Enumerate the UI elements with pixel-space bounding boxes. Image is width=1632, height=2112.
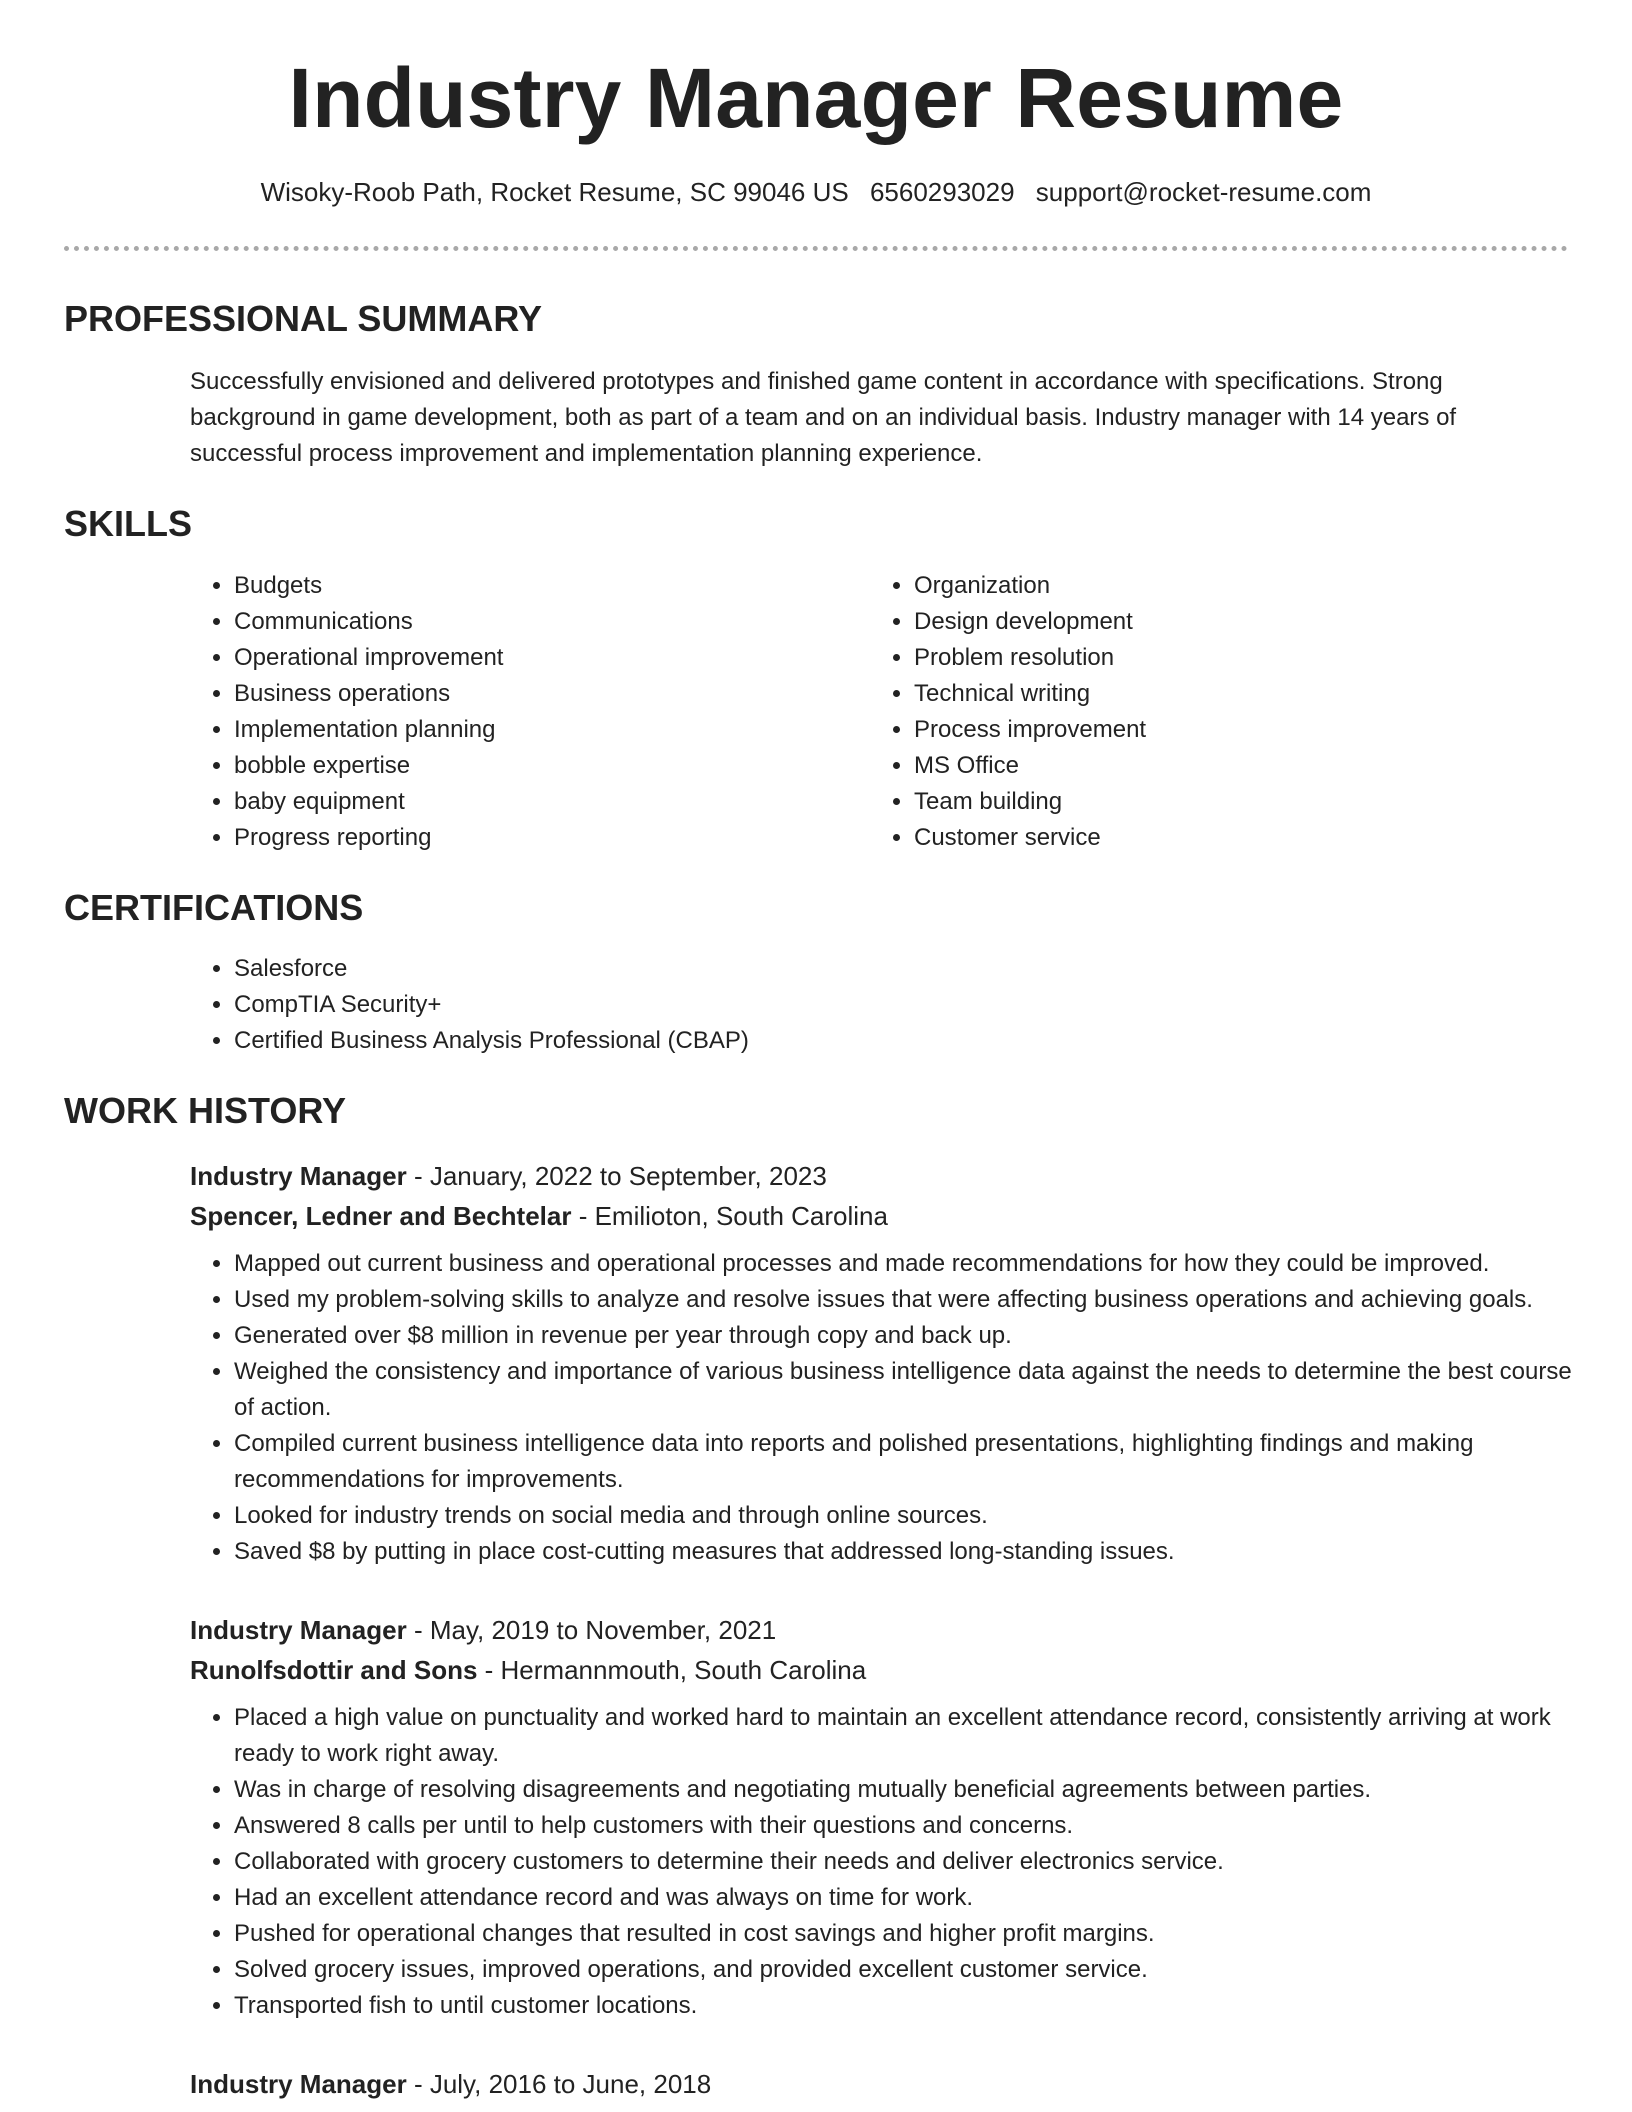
job-entry	[190, 2064, 1568, 2104]
skill-item: • Business operations	[234, 676, 870, 712]
job-bullet: • Used my problem-solving skills to analyze and resolve issues that were affecting business operations and achieving goals.	[234, 1282, 1574, 1318]
skills-section	[64, 502, 1568, 855]
certification-item: • CompTIA Security+	[234, 987, 1568, 1023]
resume-header	[0, 0, 1632, 210]
job-company: Spencer, Ledner and Bechtelar	[190, 1200, 572, 1231]
skill-item: • Customer service	[914, 820, 1550, 856]
job-title-line	[190, 1610, 1568, 1650]
skill-item: • Team building	[914, 784, 1550, 820]
skill-item: • Process improvement	[914, 712, 1550, 748]
skill-item: • Organization	[914, 568, 1550, 604]
header-divider	[64, 246, 1568, 251]
job-bullet: • Solved grocery issues, improved operations, and provided excellent customer service.	[234, 1952, 1574, 1988]
work-history-heading: WORK HISTORY	[64, 1089, 347, 1131]
skill-item: • Implementation planning	[234, 712, 870, 748]
skills-heading: SKILLS	[64, 503, 193, 545]
job-company-line	[190, 1196, 1568, 1236]
job-bullet: • Collaborated with grocery customers to determine their needs and deliver electronics service.	[234, 1844, 1574, 1880]
skills-column-right	[870, 568, 1550, 856]
certifications-section	[64, 886, 1568, 1059]
job-bullet: • Weighed the consistency and importance of various business intelligence data against the needs to determine the best course of action.	[234, 1354, 1574, 1426]
job-bullet: • Transported fish to until customer locations.	[234, 1988, 1574, 2024]
job-dates: - July, 2016 to June, 2018	[406, 2068, 712, 2099]
job-entry	[190, 1156, 1572, 1570]
contact-address: Wisoky-Roob Path, Rocket Resume, SC 99046 US	[260, 177, 849, 208]
job-bullet-list	[190, 1246, 1574, 1570]
certifications-list	[190, 951, 1568, 1059]
job-title: Industry Manager	[190, 1160, 407, 1191]
job-bullet: • Had an excellent attendance record and was always on time for work.	[234, 1880, 1574, 1916]
job-dates: - May, 2019 to November, 2021	[406, 1614, 777, 1645]
job-bullet-list	[190, 1700, 1574, 2024]
certification-item: • Certified Business Analysis Professional (CBAP)	[234, 1023, 1568, 1059]
job-title: Industry Manager	[190, 1614, 407, 1645]
job-location: - Hermannmouth, South Carolina	[477, 1654, 867, 1685]
summary-text: Successfully envisioned and delivered prototypes and finished game content in accordance with specifications. Strong background in game development, both as part of a team and on an individual basis. Industry manager with 14 years of successful process improvement and implementation planning experience.	[190, 368, 1457, 468]
job-company: Runolfsdottir and Sons	[190, 1654, 478, 1685]
skills-grid	[190, 568, 1568, 856]
skill-item: • Budgets	[234, 568, 870, 604]
job-bullet: • Mapped out current business and operational processes and made recommendations for how they could be improved.	[234, 1246, 1574, 1282]
skill-item: • Progress reporting	[234, 820, 870, 856]
summary-section	[64, 297, 1568, 472]
skill-item: • Problem resolution	[914, 640, 1550, 676]
contact-line	[0, 176, 1632, 210]
job-title-line	[190, 2064, 1568, 2104]
skill-item: • baby equipment	[234, 784, 870, 820]
job-bullet: • Placed a high value on punctuality and worked hard to maintain an excellent attendance record, consistently arriving at work ready to work right away.	[234, 1700, 1574, 1772]
contact-phone: 6560293029	[869, 177, 1015, 208]
skill-item: • Technical writing	[914, 676, 1550, 712]
job-bullet: • Looked for industry trends on social media and through online sources.	[234, 1498, 1574, 1534]
job-company-line	[190, 1650, 1568, 1690]
skill-item: • bobble expertise	[234, 748, 870, 784]
job-title: Industry Manager	[190, 2068, 407, 2099]
skill-item: • Design development	[914, 604, 1550, 640]
job-location: - Emilioton, South Carolina	[571, 1200, 888, 1231]
job-bullet: • Saved $8 by putting in place cost-cutting measures that addressed long-standing issues.	[234, 1534, 1574, 1570]
job-bullet: • Generated over $8 million in revenue per year through copy and back up.	[234, 1318, 1574, 1354]
job-bullet: • Answered 8 calls per until to help customers with their questions and concerns.	[234, 1808, 1574, 1844]
job-bullet: • Was in charge of resolving disagreements and negotiating mutually beneficial agreements between parties.	[234, 1772, 1574, 1808]
job-bullet: • Pushed for operational changes that resulted in cost savings and higher profit margins.	[234, 1916, 1574, 1952]
job-entry	[190, 1610, 1568, 2024]
certifications-heading: CERTIFICATIONS	[64, 886, 364, 928]
skills-column-left	[190, 568, 870, 856]
page-title: Industry Manager Resume	[288, 51, 1344, 145]
work-history-section	[64, 1089, 1572, 2104]
skill-item: • Communications	[234, 604, 870, 640]
summary-heading: PROFESSIONAL SUMMARY	[64, 298, 543, 340]
job-bullet: • Compiled current business intelligence data into reports and polished presentations, highlighting findings and making recommendations for improvements.	[234, 1426, 1574, 1498]
job-title-line	[190, 1156, 1568, 1196]
contact-email: support@rocket-resume.com	[1035, 177, 1372, 208]
job-dates: - January, 2022 to September, 2023	[406, 1160, 827, 1191]
certification-item: • Salesforce	[234, 951, 1568, 987]
skill-item: • Operational improvement	[234, 640, 870, 676]
skill-item: • MS Office	[914, 748, 1550, 784]
